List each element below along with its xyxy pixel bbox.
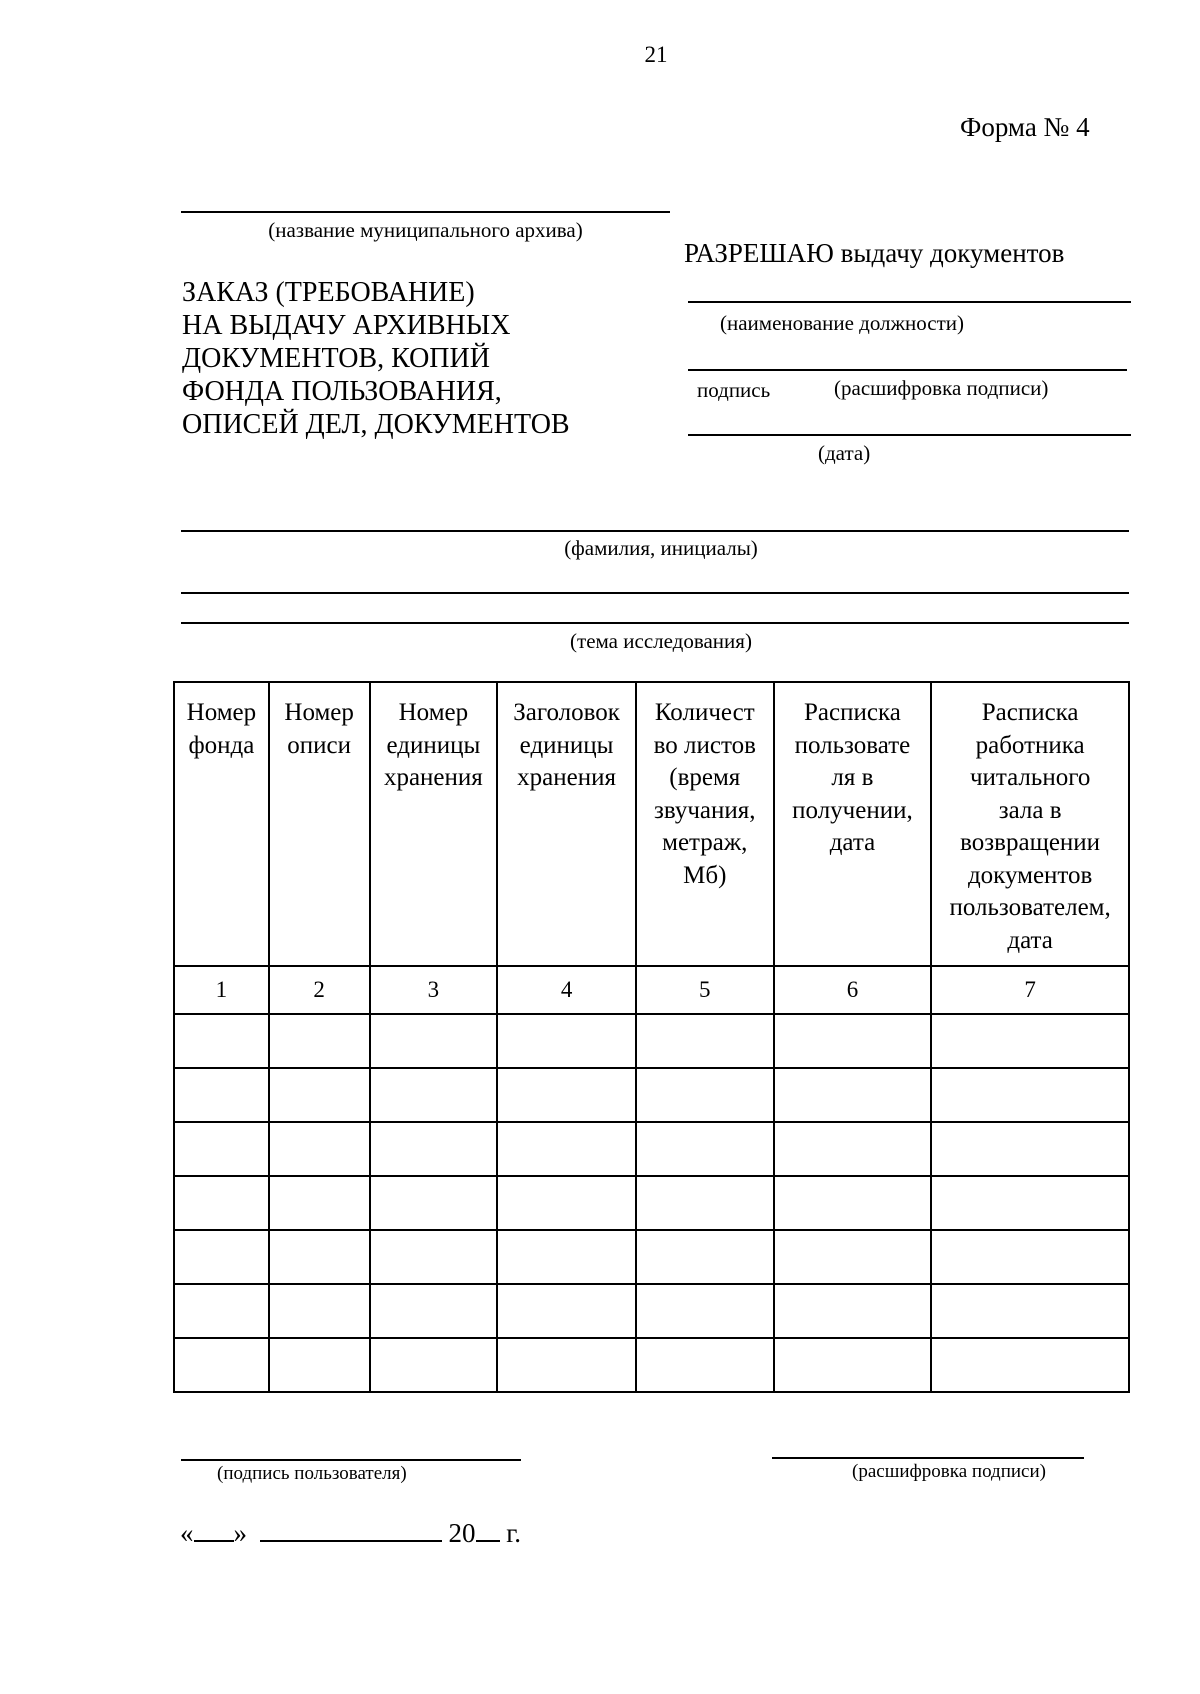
signature-decoding-caption: (расшифровка подписи) [834, 376, 1049, 400]
header-line: во листов [653, 731, 756, 759]
table-cell [497, 1338, 636, 1392]
table-cell [174, 1068, 269, 1122]
table-cell [370, 1176, 498, 1230]
table-cell [269, 1068, 370, 1122]
table-cell [174, 1230, 269, 1284]
header-staff-receipt [931, 682, 1129, 966]
table-cell [774, 1122, 932, 1176]
header-storage-unit-number [370, 682, 498, 966]
table-cell [636, 1338, 774, 1392]
user-signature-decoding-caption: (расшифровка подписи) [852, 1461, 1046, 1482]
header-line: Количест [654, 699, 755, 726]
table-cell [174, 1176, 269, 1230]
table-cell [931, 1176, 1129, 1230]
position-caption: (наименование должности) [720, 311, 965, 335]
column-number: 5 [636, 966, 774, 1014]
table-cell [497, 1284, 636, 1338]
header-line: хранения [383, 764, 483, 791]
header-line: получении, [792, 796, 913, 824]
title-line: ОПИСЕЙ ДЕЛ, ДОКУМЕНТОВ [182, 409, 570, 440]
table-cell [497, 1122, 636, 1176]
table-cell [269, 1338, 370, 1392]
table-cell [269, 1284, 370, 1338]
header-user-receipt [774, 682, 932, 966]
header-line: возвращении [960, 829, 1101, 856]
surname-caption: (фамилия, инициалы) [564, 536, 758, 560]
header-line: пользователем, [949, 894, 1111, 921]
form-number: Форма № 4 [960, 112, 1090, 142]
column-number-row [174, 966, 1129, 1014]
header-line: пользовате [794, 731, 911, 759]
approval-date-caption: (дата) [818, 441, 871, 465]
year-suffix: г. [506, 1518, 522, 1548]
table-cell [774, 1014, 932, 1068]
header-sheet-count [636, 682, 774, 966]
header-line: зала в [998, 796, 1062, 824]
header-line: ля в [831, 764, 874, 791]
title-line: ФОНДА ПОЛЬЗОВАНИЯ, [182, 376, 502, 407]
header-storage-unit-title [497, 682, 636, 966]
page-number: 21 [644, 42, 668, 67]
table-cell [174, 1122, 269, 1176]
table-row [174, 1014, 1129, 1068]
table-cell [931, 1122, 1129, 1176]
table-cell [931, 1338, 1129, 1392]
table-cell [931, 1230, 1129, 1284]
archive-name-caption: (название муниципального архива) [268, 218, 583, 242]
year-prefix: 20 [448, 1518, 476, 1548]
table-row [174, 1338, 1129, 1392]
topic-line-1 [181, 592, 1129, 594]
header-line: фонда [188, 731, 255, 759]
header-line: единицы [519, 731, 614, 759]
header-line: метраж, [662, 829, 748, 856]
header-line: читального [969, 764, 1091, 791]
header-line: Мб) [683, 861, 727, 889]
title-line: ЗАКАЗ (ТРЕБОВАНИЕ) [182, 277, 475, 308]
table-cell [370, 1122, 498, 1176]
table-cell [497, 1068, 636, 1122]
table-cell [370, 1014, 498, 1068]
archive-name-line [181, 211, 670, 213]
header-line: (время [669, 764, 741, 791]
table-row [174, 1284, 1129, 1338]
table-row [174, 1176, 1129, 1230]
header-line: Номер [186, 699, 257, 726]
table-cell [774, 1284, 932, 1338]
header-line: работника [975, 731, 1085, 759]
signature-decoding-line [821, 369, 1127, 371]
table-row [174, 1068, 1129, 1122]
table-cell [636, 1284, 774, 1338]
topic-line-2 [181, 622, 1129, 624]
table-row [174, 1122, 1129, 1176]
table-cell [931, 1284, 1129, 1338]
title-line: НА ВЫДАЧУ АРХИВНЫХ [182, 310, 511, 341]
header-fond-number [174, 682, 269, 966]
table-cell [497, 1230, 636, 1284]
topic-caption: (тема исследования) [570, 629, 752, 653]
header-line: Расписка [804, 699, 901, 726]
column-number: 7 [931, 966, 1129, 1014]
header-line: дата [1007, 926, 1053, 954]
header-line: дата [829, 829, 876, 856]
signature-caption: подпись [697, 378, 771, 402]
header-line: Номер [284, 699, 354, 726]
table-cell [269, 1176, 370, 1230]
table-cell [931, 1068, 1129, 1122]
table-cell [497, 1014, 636, 1068]
table-cell [174, 1338, 269, 1392]
header-line: документов [967, 861, 1093, 889]
day-blank [194, 1518, 234, 1542]
table-cell [370, 1284, 498, 1338]
date-close-quote: » [233, 1518, 247, 1548]
user-signature-line [181, 1459, 521, 1461]
table-cell [774, 1068, 932, 1122]
header-line: единицы [386, 731, 481, 759]
header-line: описи [287, 731, 351, 759]
table-cell [174, 1014, 269, 1068]
user-signature-decoding-line [772, 1457, 1084, 1459]
table-cell [774, 1338, 932, 1392]
table-cell [931, 1014, 1129, 1068]
table-cell [774, 1230, 932, 1284]
header-line: Расписка [981, 699, 1079, 726]
approval-date-line [688, 434, 1131, 436]
form-title [182, 276, 570, 441]
month-blank [260, 1518, 442, 1542]
documents-table [173, 681, 1130, 1393]
table-cell [636, 1230, 774, 1284]
header-line: звучания, [654, 796, 756, 824]
table-cell [269, 1014, 370, 1068]
header-line: хранения [517, 764, 616, 791]
column-number: 1 [174, 966, 269, 1014]
title-line: ДОКУМЕНТОВ, КОПИЙ [182, 343, 490, 374]
column-number: 6 [774, 966, 932, 1014]
table-cell [269, 1122, 370, 1176]
table-cell [636, 1176, 774, 1230]
table-cell [370, 1230, 498, 1284]
table-cell [636, 1014, 774, 1068]
approval-heading: РАЗРЕШАЮ выдачу документов [684, 238, 1065, 268]
empty-rows [174, 1014, 1129, 1392]
table-cell [174, 1284, 269, 1338]
signature-line [688, 369, 821, 371]
position-line [688, 301, 1131, 303]
user-signature-caption: (подпись пользователя) [217, 1463, 407, 1484]
table-row [174, 1230, 1129, 1284]
header-line: Номер [398, 699, 469, 726]
table-cell [774, 1176, 932, 1230]
table-cell [269, 1230, 370, 1284]
date-line [180, 1518, 521, 1549]
date-open-quote: « [180, 1518, 194, 1548]
column-number: 2 [269, 966, 370, 1014]
surname-line [181, 530, 1129, 532]
table-header-row [174, 682, 1129, 966]
table-cell [636, 1068, 774, 1122]
table-cell [497, 1176, 636, 1230]
header-line: Заголовок [513, 699, 620, 726]
year-blank [476, 1518, 500, 1542]
header-inventory-number [269, 682, 370, 966]
column-number: 4 [497, 966, 636, 1014]
table-cell [370, 1338, 498, 1392]
table-cell [370, 1068, 498, 1122]
table-cell [636, 1122, 774, 1176]
column-number: 3 [370, 966, 498, 1014]
